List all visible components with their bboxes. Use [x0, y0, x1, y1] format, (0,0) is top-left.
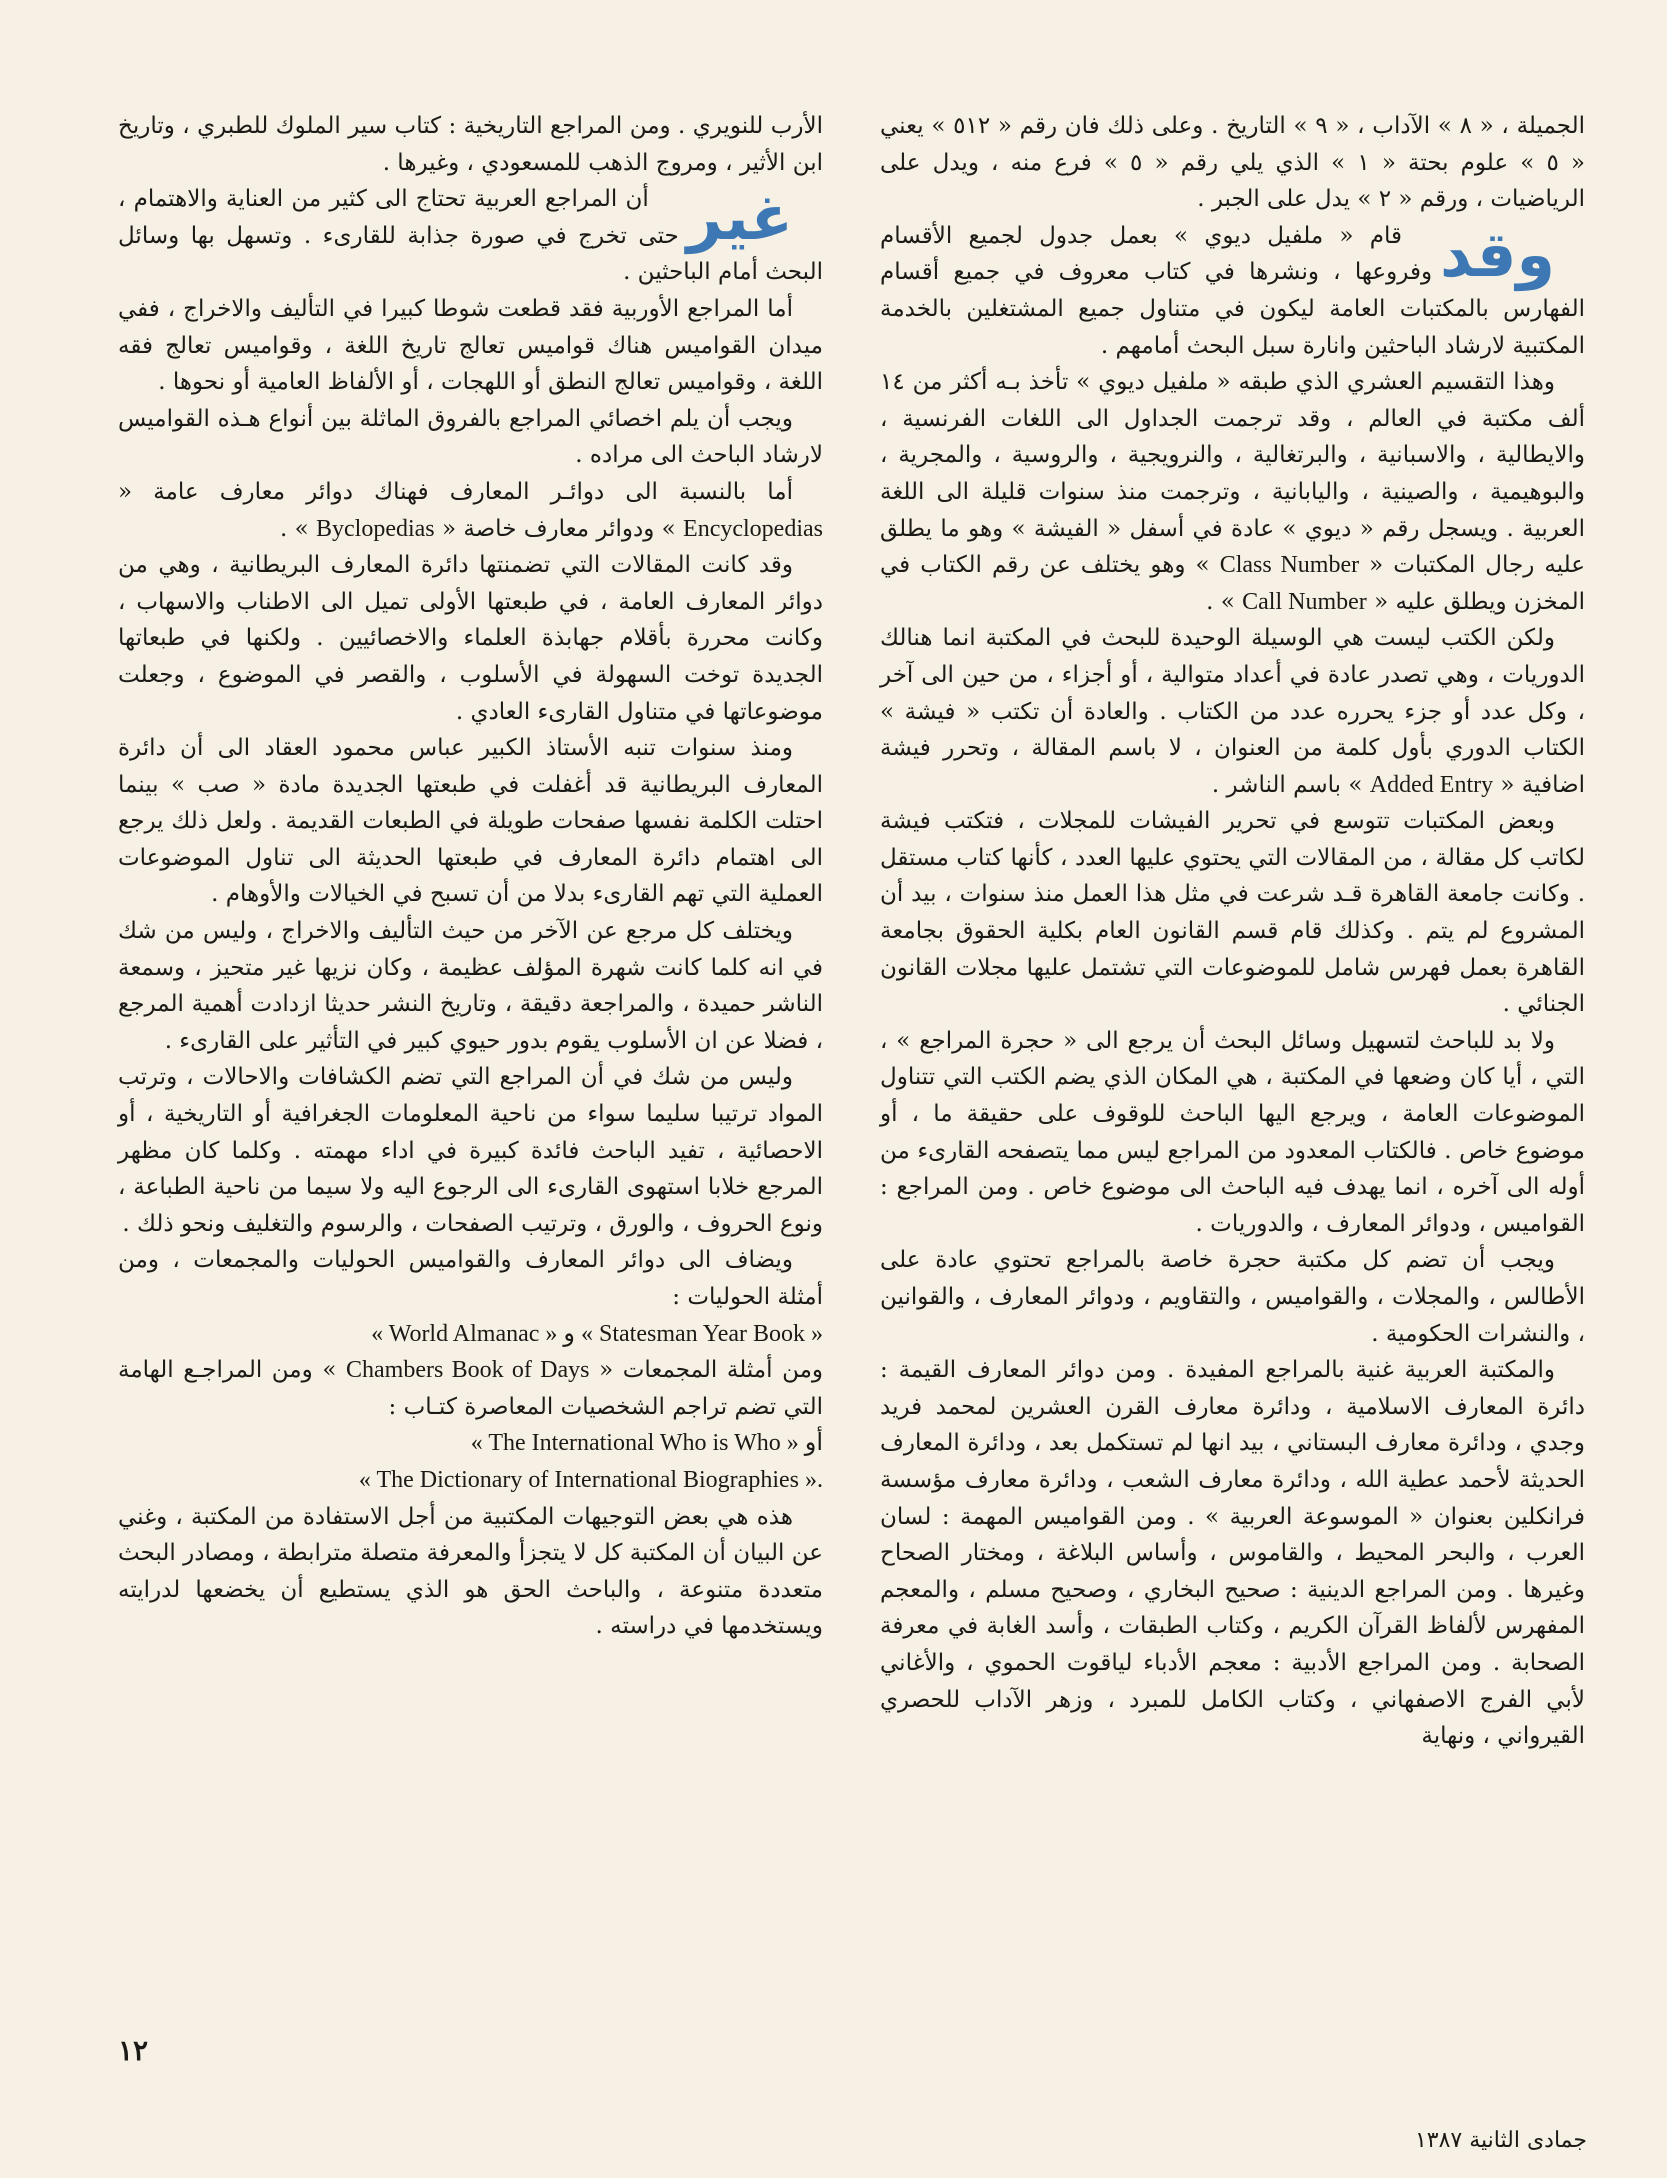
paragraph: وليس من شك في أن المراجع التي تضم الكشافات والاحالات ، وترتب المواد ترتيبا سليما سواء من ناحية المعلومات الجغرافية أو التاريخية ، أو الاحصائية ، تفيد الباحث فائدة كبيرة في اداء مهمته . وكلما كان مظهر المرجع خلابا استهوى القارىء الى الرجوع اليه ولا سيما من ناحية الطباعة ، ونوع الحروف ، والورق ، وترتيب الصفحات ، والرسوم والتغليف ونحو ذلك . [118, 1064, 823, 1237]
latin-term: Byclopedias [315, 515, 435, 542]
latin-title-line: « World Almanac » و « Statesman Year Book » [371, 1320, 823, 1347]
paragraph: ويجب أن يلم اخصائي المراجع بالفروق الماثلة بين أنواع هـذه القواميس لارشاد الباحث الى مراده . [118, 405, 823, 469]
paragraph [118, 474, 823, 547]
paragraph: ومنذ سنوات تنبه الأستاذ الكبير عباس محمود العقاد الى أن دائرة المعارف البريطانية قد أغفلت في طبعتها الجديدة مادة « صب » بينما احتلت الكلمة نفسها صفحات طويلة في الطبعات القديمة . ولعل ذلك يرجع الى اهتمام دائرة المعارف في طبعتها الحديثة الى تناول الموضوعات العملية التي تهم القارىء بدلا من أن تسبح في الخيالات والأوهام . [118, 735, 823, 908]
paragraph: ولا بد للباحث لتسهيل وسائل البحث أن يرجع الى « حجرة المراجع » ، التي ، أيا كان وضعها في المكتبة ، هي المكان الذي يضم الكتب التي تتناول الموضوعات العامة ، ويرجع اليها الباحث للوقوف على حقيقة ما ، أو موضوع خاص . فالكتاب المعدود من المراجع ليس مما يتصفحه القارىء من أوله الى آخره ، انما يهدف فيه الباحث الى موضوع خاص . ومن المراجع : القواميس ، ودوائر المعارف ، والدوريات . [880, 1027, 1585, 1237]
latin-term: Class Number [1219, 552, 1360, 579]
latin-term: Call Number [1242, 588, 1367, 615]
decorative-initial: وقد [1440, 217, 1555, 291]
paragraph-text: » . [1206, 588, 1235, 615]
latin-title-line: « The Dictionary of International Biographies ». [358, 1466, 823, 1493]
paragraph: أما المراجع الأوربية فقد قطعت شوطا كبيرا في التأليف والاخراج ، ففي ميدان القواميس هناك قواميس تعالج تاريخ اللغة ، وقواميس تعالج فقه اللغة ، وقواميس تعالج النطق أو اللهجات ، أو الألفاظ العامية أو نحوها . [118, 295, 823, 396]
paragraph: وبعض المكتبات تتوسع في تحرير الفيشات للمجلات ، فتكتب فيشة لكاتب كل مقالة ، من المقالات التي يحتوي عليها العدد ، كأنها كتاب مستقل . وكانت جامعة القاهرة قـد شرعت في مثل هذا العمل منذ سنوات ، بيد أن المشروع لم يتم . وكذلك قام قسم القانون العام بكلية الحقوق بجامعة القاهرة بعمل فهرس شامل للموضوعات التي تشتمل عليها مجلات القانون الجنائي . [880, 808, 1585, 1018]
running-footer-date: جمادى الثانية ١٣٨٧ [1414, 2128, 1587, 2153]
right-column [880, 108, 1585, 1755]
paragraph-text: » وهو يختلف عن رقم الكتاب في المخزن ويطلق عليه « [880, 552, 1585, 615]
paragraph-text: ومن أمثلة المجمعات « [599, 1357, 824, 1384]
latin-term: Encyclopedias [683, 515, 823, 542]
paragraph [880, 364, 1585, 620]
paragraph-text: وهذا التقسيم العشري الذي طبقه « ملفيل ديوي » تأخذ بـه أكثر من ١٤ ألف مكتبة في العالم ، وقد ترجمت الجداول الى اللغات الفرنسية ، والايطالية ، والاسبانية ، والبرتغالية ، والنرويجية ، والروسية ، والمجرية ، والبوهيمية ، والصينية ، واليابانية ، وترجمت منذ سنوات قليلة الى اللغة العربية . ويسجل رقم « ديوي » عادة في أسفل « الفيشة » وهو ما يطلق عليه رجال المكتبات « [880, 369, 1585, 579]
paragraph-text: » ومن المراجـع الهامة التي تضم تراجم الشخصيات المعاصرة كتـاب : [118, 1357, 823, 1420]
paragraph: ويجب أن تضم كل مكتبة حجرة خاصة بالمراجع تحتوي عادة على الأطالس ، والمجلات ، والقواميس ، والتقاويم ، ودوائر المعارف ، والقوانين ، والنشرات الحكومية . [880, 1247, 1585, 1347]
paragraph: الجميلة ، « ٨ » الآداب ، « ٩ » التاريخ . وعلى ذلك فان رقم « ٥١٢ » يعني « ٥ » علوم بحتة « ١ » الذي يلي رقم « ٥ » فرع منه ، ويدل على الرياضيات ، ورقم « ٢ » يدل على الجبر . [880, 113, 1585, 213]
paragraph: هذه هي بعض التوجيهات المكتبية من أجل الاستفادة من المكتبة ، وغني عن البيان أن المكتبة كل لا يتجزأ والمعرفة متصلة مترابطة ، ومصادر البحث متعددة متنوعة ، والباحث الحق هو الذي يستطيع أن يخضعها لدرايته ويستخدمها في دراسته . [118, 1503, 823, 1640]
paragraph [880, 620, 1585, 803]
paragraph-text: ولكن الكتب ليست هي الوسيلة الوحيدة للبحث في المكتبة انما هنالك الدوريات ، وهي تصدر عادة في أعداد متوالية ، أو أجزاء ، من حين الى آخر ، وكل عدد أو جزء يحرره عدد من الكتاب . والعادة أن تكتب « فيشة » الكتاب الدوري بأول كلمة من العنوان ، لا باسم المقالة ، وتحرر فيشة اضافية « [880, 625, 1585, 798]
paragraph: ويختلف كل مرجع عن الآخر من حيث التأليف والاخراج ، وليس من شك في انه كلما كانت شهرة المؤلف عظيمة ، وكان نزيها غير متحيز ، وسمعة الناشر حميدة ، والمراجعة دقيقة ، وتاريخ النشر حديثا ازدادت أهمية المرجع ، فضلا عن ان الأسلوب يقوم بدور حيوي كبير في التأثير على القارىء . [118, 918, 823, 1054]
paragraph-text: » باسم الناشر . [1211, 771, 1363, 798]
paragraph-text: » . [279, 515, 309, 542]
paragraph-text: أما بالنسبة الى دوائـر المعارف فهناك دوائر معارف عامة « [118, 478, 793, 505]
latin-term: Chambers Book of Days [346, 1357, 590, 1384]
page-number: ١٢ [118, 2034, 149, 2067]
left-column [118, 108, 823, 1645]
paragraph-text: أن المراجع العربية تحتاج الى كثير من العناية والاهتمام ، حتى تخرج في صورة جذابة للقارىء . وتسهل بها وسائل البحث أمام الباحثين . [118, 186, 823, 286]
paragraph-text: قام « ملفيل ديوي » بعمل جدول لجميع الأقسام وفروعها ، ونشرها في كتاب معروف في جميع أقسام الفهارس بالمكتبات العامة ليكون في متناول جميع المشتغلين بالخدمة المكتبية لارشاد الباحثين وانارة سبل البحث أمامهم . [880, 222, 1585, 359]
paragraph: الأرب للنويري . ومن المراجع التاريخية : كتاب سير الملوك للطبري ، وتاريخ ابن الأثير ، ومروج الذهب للمسعودي ، وغيرها . [118, 113, 823, 176]
paragraph: وقد كانت المقالات التي تضمنتها دائرة المعارف البريطانية ، وهي من دوائر المعارف العامة ، في طبعتها الأولى تميل الى الاطناب والاسهاب ، وكانت محررة بأقلام جهابذة العلماء والاخصائيين . ولكنها في طبعاتها الجديدة توخت السهولة في الأسلوب ، والقصر في الموضوع ، وجعلت موضوعاتها في متناول القارىء العادي . [118, 552, 823, 725]
latin-title-line: « The International Who is Who » أو [470, 1430, 823, 1457]
paragraph-with-initial [118, 181, 823, 291]
paragraph [118, 1352, 823, 1425]
paragraph: ويضاف الى دوائر المعارف والقواميس الحوليات والمجمعات ، ومن أمثلة الحوليات : [118, 1247, 823, 1310]
paragraph: والمكتبة العربية غنية بالمراجع المفيدة . ومن دوائر المعارف القيمة : دائرة المعارف الاسلامية ، ودائرة معارف القرن العشرين لمحمد فريد وجدي ، ودائرة معارف البستاني ، بيد انها لم تستكمل بعد ، ودائرة المعارف الحديثة لأحمد عطية الله ، ودائرة معارف الشعب ، ودائرة معارف مؤسسة فرانكلين بعنوان « الموسوعة العربية » . ومن القواميس المهمة : لسان العرب ، والبحر المحيط ، والقاموس ، وأساس البلاغة ، ومختار الصحاح وغيرها . ومن المراجع الدينية : صحيح البخاري ، وصحيح مسلم ، والمعجم المفهرس لألفاظ القرآن الكريم ، وكتاب الطبقات ، وأسد الغابة في معرفة الصحابة . ومن المراجع الأدبية : معجم الأدباء لياقوت الحموي ، والأغاني لأبي الفرج الاصفهاني ، وكتاب الكامل للمبرد ، وزهر الآداب للحصري القيرواني ، ونهاية [880, 1357, 1585, 1750]
decorative-initial: غير [686, 181, 793, 255]
paragraph-text: » ودوائر معارف خاصة « [441, 515, 676, 542]
paragraph-with-initial [880, 218, 1585, 364]
latin-term: Added Entry [1369, 771, 1494, 798]
